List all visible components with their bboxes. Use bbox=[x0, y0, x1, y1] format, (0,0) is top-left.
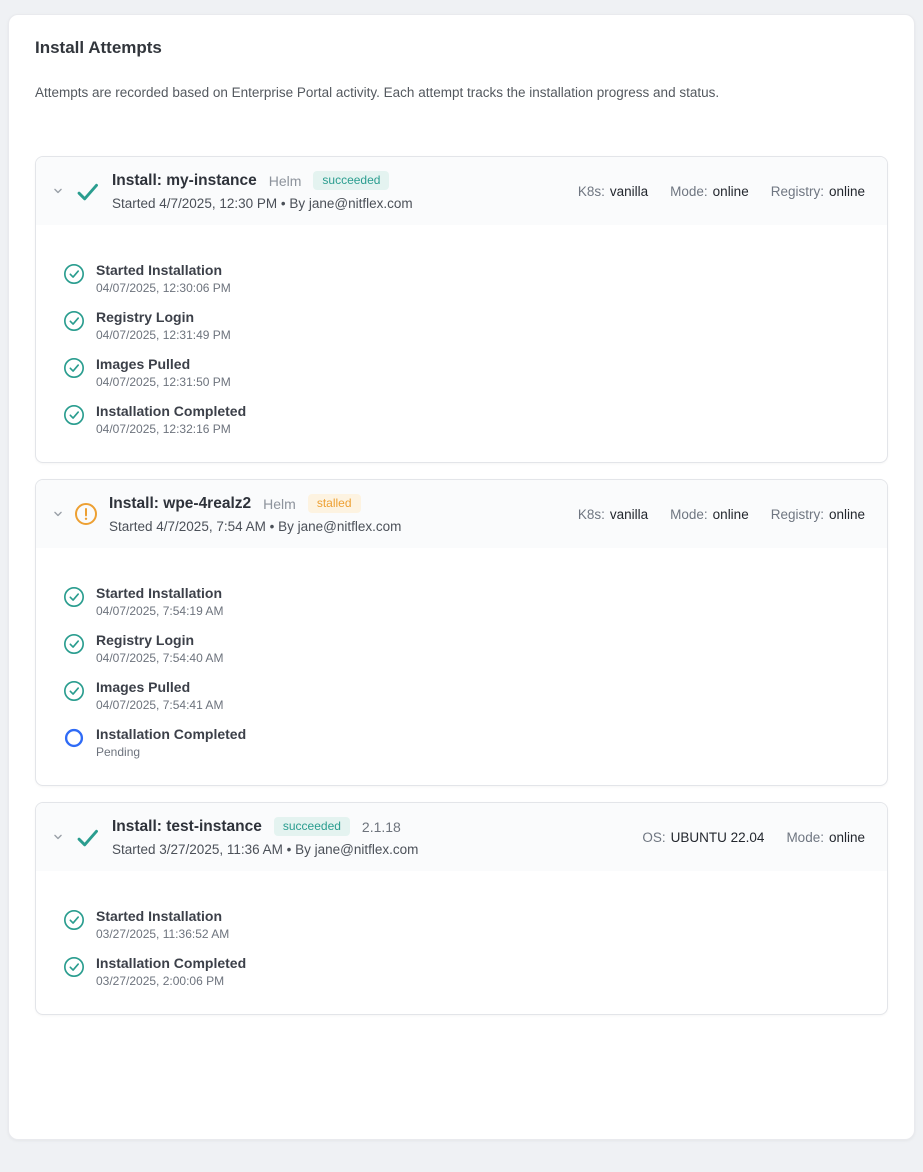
meta-value: online bbox=[712, 506, 749, 522]
meta-value: online bbox=[828, 829, 865, 845]
meta-label: Mode: bbox=[670, 183, 708, 199]
step-time: 04/07/2025, 7:54:41 AM bbox=[96, 698, 224, 712]
step-item bbox=[63, 955, 863, 988]
meta-label: OS: bbox=[642, 829, 666, 845]
step-label: Registry Login bbox=[96, 309, 195, 325]
step-text bbox=[96, 908, 229, 941]
step-text bbox=[96, 632, 223, 665]
step-item bbox=[63, 908, 863, 941]
meta-value: UBUNTU 22.04 bbox=[670, 829, 765, 845]
step-label: Images Pulled bbox=[96, 356, 191, 372]
attempt-meta bbox=[578, 507, 865, 522]
attempt-meta bbox=[578, 184, 865, 199]
step-label: Registry Login bbox=[96, 632, 195, 648]
circle-icon bbox=[63, 727, 85, 749]
check-circle-icon bbox=[63, 357, 85, 379]
chevron-down-icon[interactable] bbox=[51, 507, 65, 521]
attempt-header[interactable] bbox=[36, 157, 887, 225]
attempt-steps bbox=[36, 225, 887, 462]
meta-item bbox=[786, 830, 865, 845]
step-label: Installation Completed bbox=[96, 403, 247, 419]
check-circle-icon bbox=[63, 680, 85, 702]
check-circle-icon bbox=[63, 909, 85, 931]
meta-item bbox=[578, 507, 648, 522]
chevron-down-icon[interactable] bbox=[51, 830, 65, 844]
step-item bbox=[63, 309, 863, 342]
meta-value: online bbox=[828, 506, 865, 522]
attempt-started: Started 4/7/2025, 7:54 AM • By jane@nitflex.com bbox=[109, 519, 402, 534]
step-time: 04/07/2025, 12:32:16 PM bbox=[96, 422, 231, 436]
step-text bbox=[96, 262, 231, 295]
meta-value: vanilla bbox=[609, 506, 649, 522]
step-time: 04/07/2025, 12:30:06 PM bbox=[96, 281, 231, 295]
step-text bbox=[96, 309, 231, 342]
meta-item bbox=[578, 184, 648, 199]
step-item bbox=[63, 585, 863, 618]
attempt-tag: Helm bbox=[263, 495, 296, 512]
attempt-card bbox=[35, 479, 888, 786]
alert-circle-icon bbox=[74, 502, 98, 526]
step-text bbox=[96, 679, 223, 712]
step-text bbox=[96, 726, 246, 759]
meta-label: K8s: bbox=[577, 183, 605, 199]
check-circle-icon bbox=[63, 633, 85, 655]
check-icon bbox=[74, 824, 101, 851]
step-item bbox=[63, 632, 863, 665]
step-item bbox=[63, 403, 863, 436]
step-time: 03/27/2025, 11:36:52 AM bbox=[96, 927, 230, 941]
attempt-started: Started 3/27/2025, 11:36 AM • By jane@nitflex.com bbox=[112, 842, 419, 857]
status-badge: succeeded bbox=[313, 171, 389, 190]
attempt-card bbox=[35, 156, 888, 463]
meta-label: Mode: bbox=[786, 829, 824, 845]
attempt-header-text bbox=[109, 494, 401, 534]
status-badge: stalled bbox=[308, 494, 361, 513]
attempt-list bbox=[35, 156, 888, 1015]
meta-label: Registry: bbox=[770, 506, 824, 522]
meta-value: online bbox=[712, 183, 749, 199]
attempt-started: Started 4/7/2025, 12:30 PM • By jane@nitflex.com bbox=[112, 196, 413, 211]
check-circle-icon bbox=[63, 404, 85, 426]
step-time: 03/27/2025, 2:00:06 PM bbox=[96, 974, 225, 988]
chevron-down-icon[interactable] bbox=[51, 184, 65, 198]
step-item bbox=[63, 726, 863, 759]
meta-item bbox=[771, 507, 865, 522]
status-badge: succeeded bbox=[274, 817, 350, 836]
attempt-header[interactable] bbox=[36, 803, 887, 871]
meta-item bbox=[642, 830, 764, 845]
step-label: Started Installation bbox=[96, 262, 223, 278]
step-label: Started Installation bbox=[96, 908, 223, 924]
step-item bbox=[63, 356, 863, 389]
step-text bbox=[96, 403, 246, 436]
page-title: Install Attempts bbox=[35, 38, 162, 57]
check-circle-icon bbox=[63, 263, 85, 285]
attempt-header[interactable] bbox=[36, 480, 887, 548]
attempt-title: Install: wpe-4realz2 bbox=[109, 494, 252, 512]
meta-label: K8s: bbox=[577, 506, 605, 522]
step-time: 04/07/2025, 7:54:40 AM bbox=[96, 651, 224, 665]
step-label: Started Installation bbox=[96, 585, 223, 601]
attempt-card bbox=[35, 802, 888, 1015]
attempt-version: 2.1.18 bbox=[361, 818, 401, 835]
page-description: Attempts are recorded based on Enterprise Portal activity. Each attempt tracks the installation progress and status. bbox=[35, 85, 720, 100]
check-icon bbox=[74, 178, 101, 205]
check-circle-icon bbox=[63, 956, 85, 978]
step-label: Images Pulled bbox=[96, 679, 191, 695]
meta-label: Registry: bbox=[770, 183, 824, 199]
step-label: Installation Completed bbox=[96, 726, 247, 742]
step-text bbox=[96, 955, 246, 988]
meta-item bbox=[670, 184, 749, 199]
meta-item bbox=[670, 507, 749, 522]
step-item bbox=[63, 262, 863, 295]
attempt-tag: Helm bbox=[268, 172, 302, 189]
step-time: 04/07/2025, 12:31:49 PM bbox=[96, 328, 231, 342]
meta-item bbox=[771, 184, 865, 199]
check-circle-icon bbox=[63, 310, 85, 332]
step-time: 04/07/2025, 12:31:50 PM bbox=[96, 375, 231, 389]
step-item bbox=[63, 679, 863, 712]
meta-value: vanilla bbox=[609, 183, 649, 199]
attempt-steps bbox=[36, 871, 887, 1014]
step-text bbox=[96, 356, 231, 389]
meta-label: Mode: bbox=[670, 506, 708, 522]
check-circle-icon bbox=[63, 586, 85, 608]
step-time: Pending bbox=[96, 745, 141, 759]
attempt-steps bbox=[36, 548, 887, 785]
attempt-header-text bbox=[112, 817, 418, 857]
attempt-title: Install: my-instance bbox=[112, 171, 257, 189]
step-text bbox=[96, 585, 223, 618]
attempt-title: Install: test-instance bbox=[112, 817, 262, 835]
meta-value: online bbox=[828, 183, 865, 199]
attempt-meta bbox=[642, 830, 865, 845]
install-attempts-panel bbox=[8, 14, 915, 1140]
step-label: Installation Completed bbox=[96, 955, 247, 971]
attempt-header-text bbox=[112, 171, 413, 211]
step-time: 04/07/2025, 7:54:19 AM bbox=[96, 604, 224, 618]
